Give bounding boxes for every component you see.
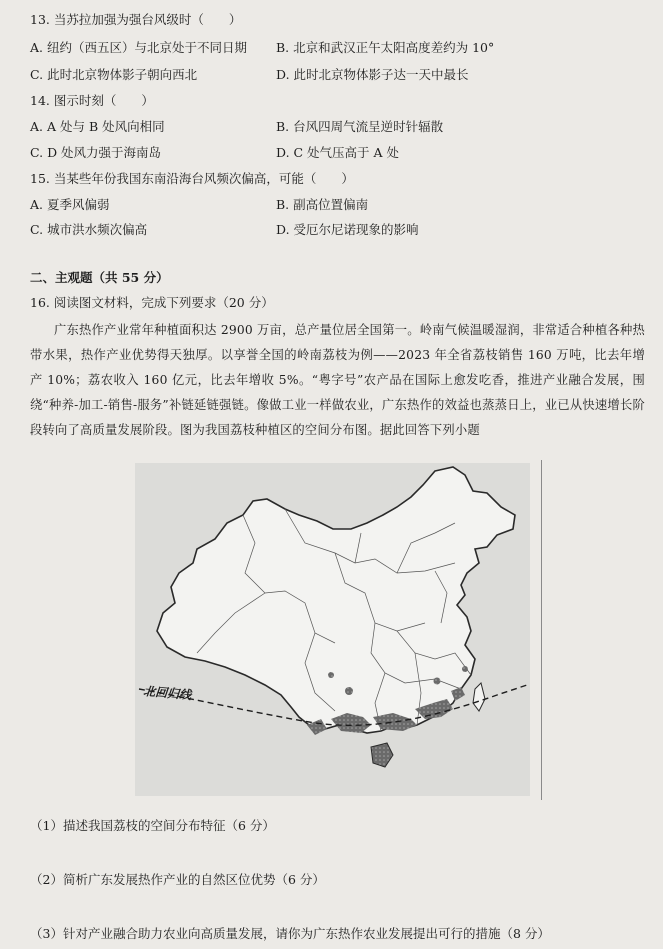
china-map-figure	[135, 463, 530, 796]
q15-option-a: A. 夏季风偏弱	[30, 197, 110, 212]
margin-line	[541, 460, 542, 800]
tropic-of-cancer-label: 北回归线	[142, 684, 192, 703]
q13-option-c: C. 此时北京物体影子朝向西北	[30, 67, 198, 82]
q14-option-b: B. 台风四周气流呈逆时针辐散	[276, 119, 444, 134]
q16-sub2: （2）简析广东发展热作产业的自然区位优势（6 分）	[30, 872, 325, 887]
q15-option-b: B. 副高位置偏南	[276, 197, 369, 212]
q16-intro: 16. 阅读图文材料，完成下列要求（20 分）	[30, 295, 274, 310]
q16-sub1: （1）描述我国荔枝的空间分布特征（6 分）	[30, 818, 275, 833]
q15-stem: 15. 当某些年份我国东南沿海台风频次偏高，可能（ ）	[30, 171, 354, 186]
q15-option-c: C. 城市洪水频次偏高	[30, 222, 148, 237]
q16-sub3: （3）针对产业融合助力农业向高质量发展，请你为广东热作农业发展提出可行的措施（8 分）	[30, 926, 550, 941]
q13-option-b: B. 北京和武汉正午太阳高度差约为 10°	[276, 40, 495, 55]
q14-stem: 14. 图示时刻（ ）	[30, 93, 154, 108]
q14-option-d: D. C 处气压高于 A 处	[276, 145, 400, 160]
q13-option-d: D. 此时北京物体影子达一天中最长	[276, 67, 469, 82]
q14-option-a: A. A 处与 B 处风向相同	[30, 119, 165, 134]
q14-option-c: C. D 处风力强于海南岛	[30, 145, 162, 160]
q16-paragraph: 广东热作产业常年种植面积达 2900 万亩，总产量位居全国第一。岭南气候温暖湿润，非常适合种植各种热带水果，热作产业优势得天独厚。以享誉全国的岭南荔枝为例——2023 年全省荔枝销售 160 万吨，比去年增产 10%；荔农收入 160 亿元，比去年增收 5%。“粤字号”农产品在国际上愈发吃香，推进产业融合发展，围绕“种养-加工-销售-服务”补链延链强链。像做工业一样做农业，广东热作的效益也蒸蒸日上，业已从快速增长阶段转向了高质量发展阶段。图为我国荔枝种植区的空间分布图。据此回答下列小题	[30, 323, 646, 437]
lychee-distribution-map	[135, 463, 530, 796]
q15-option-d: D. 受厄尔尼诺现象的影响	[276, 222, 419, 237]
q13-option-a: A. 纽约（西五区）与北京处于不同日期	[30, 40, 247, 55]
section-title: 二、主观题（共 55 分）	[30, 270, 169, 285]
q13-stem: 13. 当苏拉加强为强台风级时（ ）	[30, 12, 242, 27]
